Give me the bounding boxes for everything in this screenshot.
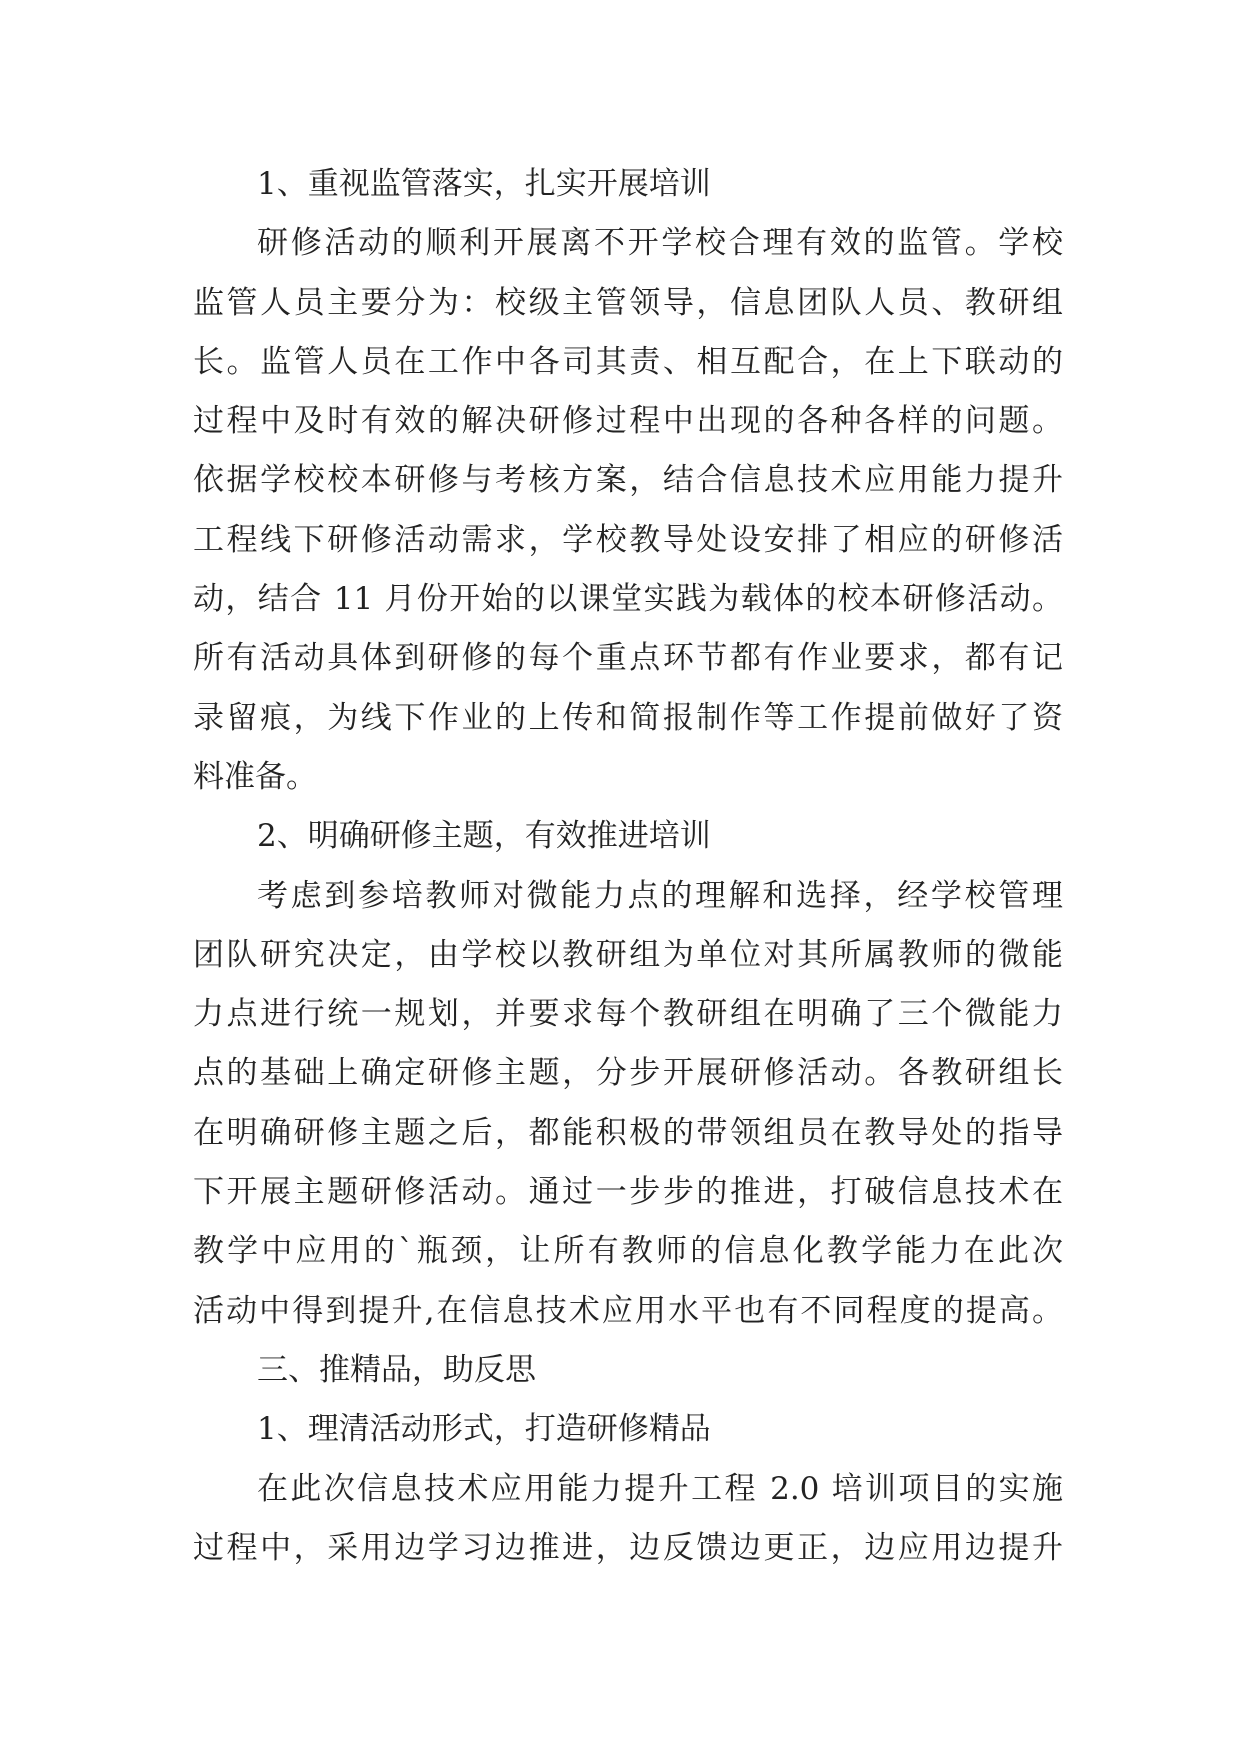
section-heading: 2、明确研修主题，有效推进培训 <box>257 818 711 855</box>
paragraph-line: 录留痕，为线下作业的上传和简报制作等工作提前做好了资 <box>193 699 1063 736</box>
paragraph-line: 点的基础上确定研修主题，分步开展研修活动。各教研组长 <box>193 1055 1063 1092</box>
paragraph-line: 在明确研修主题之后，都能积极的带领组员在教导处的指导 <box>193 1114 1063 1151</box>
paragraph-line: 活动中得到提升,在信息技术应用水平也有不同程度的提高。 <box>193 1292 1063 1329</box>
paragraph-line: 依据学校校本研修与考核方案，结合信息技术应用能力提升 <box>193 462 1063 499</box>
paragraph-line: 所有活动具体到研修的每个重点环节都有作业要求，都有记 <box>193 640 1063 677</box>
paragraph-line: 力点进行统一规划，并要求每个教研组在明确了三个微能力 <box>193 996 1063 1033</box>
paragraph-line: 考虑到参培教师对微能力点的理解和选择，经学校管理 <box>257 877 1063 914</box>
paragraph-line: 过程中及时有效的解决研修过程中出现的各种各样的问题。 <box>193 403 1063 440</box>
paragraph-line: 下开展主题研修活动。通过一步步的推进，打破信息技术在 <box>193 1174 1063 1211</box>
paragraph-line: 工程线下研修活动需求，学校教导处设安排了相应的研修活 <box>193 521 1063 558</box>
section-heading: 1、重视监管落实，扎实开展培训 <box>257 166 711 202</box>
section-heading: 三、推精品，助反思 <box>257 1351 536 1388</box>
paragraph-line: 研修活动的顺利开展离不开学校合理有效的监管。学校 <box>257 225 1063 262</box>
paragraph-line: 团队研究决定，由学校以教研组为单位对其所属教师的微能 <box>193 936 1063 973</box>
paragraph-line: 料准备。 <box>193 758 317 795</box>
section-heading: 1、理清活动形式，打造研修精品 <box>257 1411 711 1448</box>
paragraph-line: 过程中，采用边学习边推进，边反馈边更正，边应用边提升 <box>193 1529 1063 1566</box>
paragraph-line: 监管人员主要分为：校级主管领导，信息团队人员、教研组 <box>193 284 1063 321</box>
document-body <box>193 155 1063 1578</box>
paragraph-line: 长。监管人员在工作中各司其责、相互配合，在上下联动的 <box>193 343 1063 380</box>
paragraph-line: 在此次信息技术应用能力提升工程 2.0 培训项目的实施 <box>257 1470 1063 1507</box>
paragraph-line: 动，结合 11 月份开始的以课堂实践为载体的校本研修活动。 <box>193 581 1063 618</box>
paragraph-line: 教学中应用的`瓶颈，让所有教师的信息化教学能力在此次 <box>193 1233 1063 1270</box>
